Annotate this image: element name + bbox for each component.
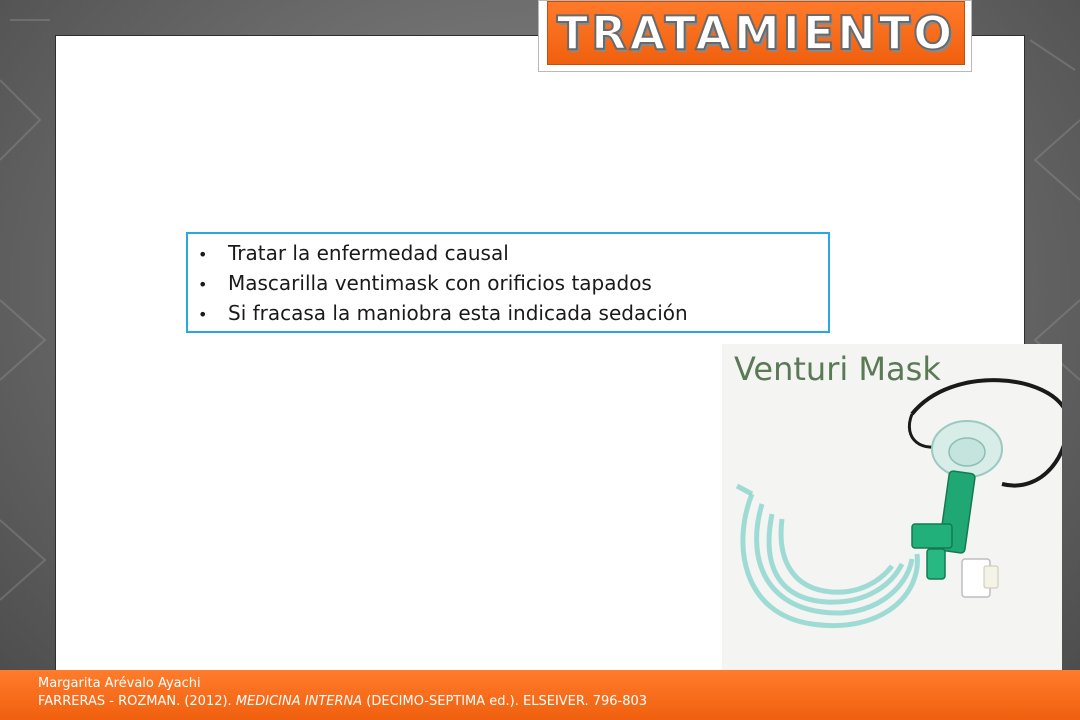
photo-caption: Venturi Mask (734, 350, 941, 388)
footer-bar (0, 670, 1080, 720)
bullet-dot: • (198, 245, 208, 264)
bullet-text: Tratar la enfermedad causal (228, 241, 509, 265)
bullet-dot: • (198, 275, 208, 294)
bullet-item (188, 268, 828, 298)
venturi-mask-illustration (722, 344, 1062, 670)
bullet-text: Mascarilla ventimask con orificios tapados (228, 271, 652, 295)
citation-book-title: MEDICINA INTERNA (235, 694, 363, 709)
title-banner (538, 0, 972, 72)
bullet-text: Si fracasa la maniobra esta indicada sedación (228, 301, 688, 325)
footer-author: Margarita Arévalo Ayachi (38, 676, 201, 691)
venturi-mask-photo (722, 344, 1062, 670)
citation-suffix: (DECIMO-SEPTIMA ed.). ELSEIVER. 796-803 (362, 694, 648, 709)
citation-prefix: FARRERAS - ROZMAN. (2012). (38, 694, 236, 709)
bullet-list (188, 238, 828, 328)
bullet-list-box (186, 232, 830, 333)
bullet-dot: • (198, 305, 208, 324)
slide-title: TRATAMIENTO (556, 6, 956, 60)
bullet-item (188, 298, 828, 328)
footer-citation (38, 693, 1080, 711)
title-banner-fill (547, 1, 965, 65)
bullet-item (188, 238, 828, 268)
